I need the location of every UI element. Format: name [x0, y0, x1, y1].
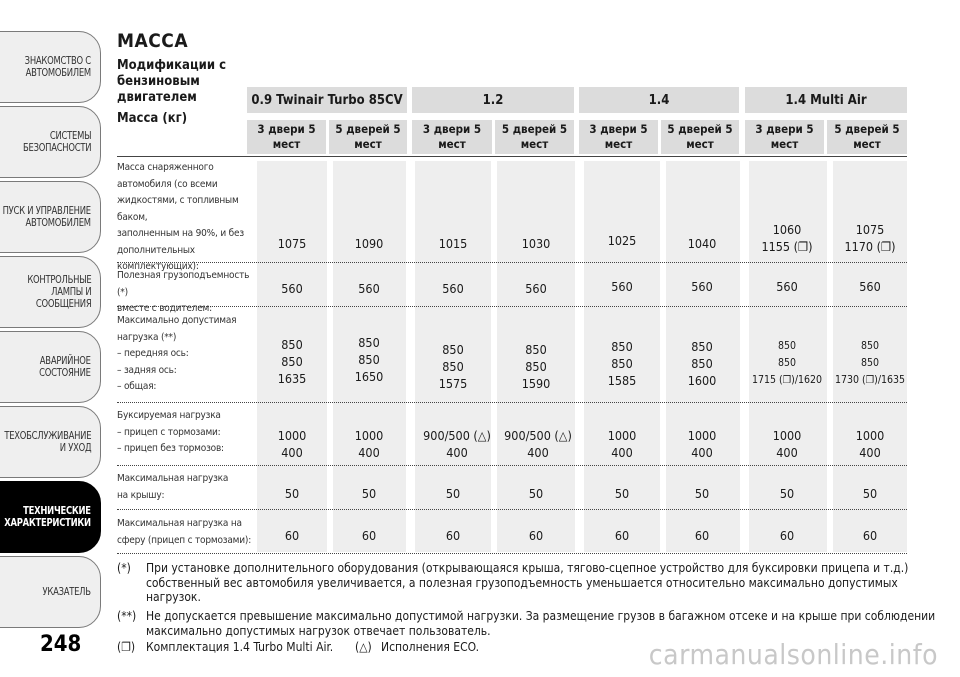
footnote-1	[117, 561, 937, 606]
footnote-text: Не допускается превышение максимально допустимой нагрузки. За размещение грузов в багажном отсеке и на крыше при соблюдении максимально допустимых нагрузок отвечает пользователь.	[146, 609, 936, 638]
tab-label: УКАЗАТЕЛЬ	[42, 585, 91, 598]
door-header: 3 двери 5 мест	[579, 120, 658, 154]
table-cell: 560	[442, 281, 464, 296]
table-cell: 850 850 1650	[354, 335, 384, 384]
door-header: 3 двери 5 мест	[412, 120, 492, 154]
tab-label: ТЕХОБСЛУЖИВАНИЕ И УХОД	[4, 429, 91, 454]
page-title: МАССА	[117, 30, 189, 52]
table-cell: 1030	[521, 236, 551, 251]
engine-header: 0.9 Twinair Turbo 85CV	[247, 87, 407, 113]
table-cell: 1000 400	[772, 428, 802, 460]
table-cell: 1000 400	[354, 428, 384, 460]
tab-emergency[interactable]	[0, 331, 101, 403]
table-cell: 1090	[354, 236, 384, 251]
modifications-heading: Модификации с бензиновым двигателем	[117, 58, 227, 105]
watermark: carmanualsonline.info	[648, 638, 938, 671]
table-cell: 60	[445, 528, 461, 543]
table-cell: 1025	[607, 233, 637, 248]
tab-maintenance[interactable]	[0, 406, 101, 478]
table-cell: 60	[862, 528, 878, 543]
table-cell: 850 850 1715 (❐)/1620	[751, 340, 823, 386]
row-divider	[117, 465, 907, 466]
table-cell: 850 850 1585	[607, 339, 637, 388]
table-cell: 1075	[277, 236, 307, 251]
tab-index[interactable]	[0, 556, 101, 628]
table-cell: 50	[445, 486, 461, 501]
tab-technical-specs[interactable]	[0, 481, 101, 553]
door-header: 5 дверей 5 мест	[827, 120, 907, 154]
page-number: 248	[40, 632, 82, 657]
table-cell: 560	[776, 279, 798, 294]
tab-safety-systems[interactable]	[0, 106, 101, 178]
footnote-2	[117, 609, 937, 639]
table-cell: 1000 400	[277, 428, 307, 460]
table-cell: 850 850 1575	[438, 342, 468, 391]
footnote-mark: (**)	[117, 609, 137, 623]
table-cell: 60	[284, 528, 300, 543]
tab-label: ТЕХНИЧЕСКИЕ ХАРАКТЕРИСТИКИ	[4, 504, 91, 529]
table-cell: 1000 400	[607, 428, 637, 460]
table-cell: 900/500 (△) 400	[504, 428, 572, 460]
row-divider	[117, 509, 907, 510]
table-cell: 60	[614, 528, 630, 543]
row-label-curb-weight: Масса снаряженного автомобиля (со всеми жидкостями, с топливным баком, заполненным на 90%, и без дополнительных комплектующих):	[117, 162, 244, 272]
door-header: 3 двери 5 мест	[247, 120, 326, 154]
table-cell: 50	[694, 486, 710, 501]
row-label-max-load: Максимально допустимая нагрузка (**) – передняя ось: – задняя ось: – общая:	[117, 315, 237, 392]
tab-label: КОНТРОЛЬНЫЕ ЛАМПЫ И СООБЩЕНИЯ	[26, 273, 91, 310]
door-header: 5 дверей 5 мест	[661, 120, 739, 154]
table-cell: 50	[862, 486, 878, 501]
table-cell: 50	[528, 486, 544, 501]
row-label-roof-load: Максимальная нагрузка на крышу:	[117, 473, 229, 501]
table-cell: 560	[611, 279, 633, 294]
row-divider	[117, 402, 907, 403]
table-cell: 60	[361, 528, 377, 543]
triangle-icon: (△)	[355, 640, 372, 654]
table-cell: 50	[284, 486, 300, 501]
table-cell: 560	[691, 279, 713, 294]
table-cell: 850 850 1590	[521, 342, 551, 391]
footnote-mark: (*)	[117, 561, 131, 575]
table-cell: 560	[281, 281, 303, 296]
table-cell: 850 850 1730 (❐)/1635	[834, 340, 906, 386]
legend-tri-text: Исполнения ECO.	[381, 640, 480, 654]
legend-box-text: Комплектация 1.4 Turbo Multi Air.	[146, 640, 334, 654]
table-cell: 50	[361, 486, 377, 501]
footnote-text: При установке дополнительного оборудования (открывающаяся крыша, тягово-сцепное устройство для буксировки прицепа и т.д.) собственный вес автомобиля увеличивается, а полезная грузоподъемность уменьшается относительно максимально допустимых нагрузок.	[146, 561, 909, 604]
table-cell: 900/500 (△) 400	[423, 428, 491, 460]
tab-label: ЗНАКОМСТВО С АВТОМОБИЛЕМ	[24, 54, 91, 79]
tab-introduction[interactable]	[0, 31, 101, 103]
tab-label: ПУСК И УПРАВЛЕНИЕ АВТОМОБИЛЕМ	[2, 204, 91, 229]
table-cell: 1000 400	[687, 428, 717, 460]
table-cell: 1040	[687, 236, 717, 251]
door-header: 3 двери 5 мест	[745, 120, 824, 154]
engine-header: 1.4 Multi Air	[745, 87, 907, 113]
door-header: 5 дверей 5 мест	[495, 120, 574, 154]
tab-warning-lights[interactable]	[0, 256, 101, 328]
table-cell: 60	[779, 528, 795, 543]
engine-header: 1.2	[412, 87, 574, 113]
row-label-towing: Буксируемая нагрузка – прицеп с тормозами: – прицеп без тормозов:	[117, 410, 224, 454]
tab-label: АВАРИЙНОЕ СОСТОЯНИЕ	[39, 354, 91, 379]
row-label-payload: Полезная грузоподъемность (*) вместе с водителем:	[117, 270, 250, 314]
table-cell: 1060 1155 (❐)	[761, 222, 813, 254]
table-cell: 1000 400	[855, 428, 885, 460]
tab-label: СИСТЕМЫ БЕЗОПАСНОСТИ	[22, 129, 91, 154]
door-header: 5 дверей 5 мест	[329, 120, 407, 154]
table-cell: 560	[525, 281, 547, 296]
table-cell: 1075 1170 (❐)	[844, 222, 896, 254]
table-cell: 50	[779, 486, 795, 501]
table-cell: 60	[694, 528, 710, 543]
box-icon: (❐)	[117, 640, 136, 654]
table-top-rule	[117, 156, 907, 157]
table-cell: 1015	[438, 236, 468, 251]
table-cell: 850 850 1600	[687, 339, 717, 388]
table-cell: 560	[859, 279, 881, 294]
tab-start-and-driving[interactable]	[0, 181, 101, 253]
table-cell: 60	[528, 528, 544, 543]
row-label-ball-load: Максимальная нагрузка на сферу (прицеп с тормозами):	[117, 518, 252, 546]
table-bottom-rule	[117, 553, 907, 554]
table-cell: 50	[614, 486, 630, 501]
units-heading: Масса (кг)	[117, 111, 188, 126]
table-cell: 560	[358, 281, 380, 296]
table-cell: 850 850 1635	[277, 337, 307, 386]
engine-header: 1.4	[579, 87, 739, 113]
